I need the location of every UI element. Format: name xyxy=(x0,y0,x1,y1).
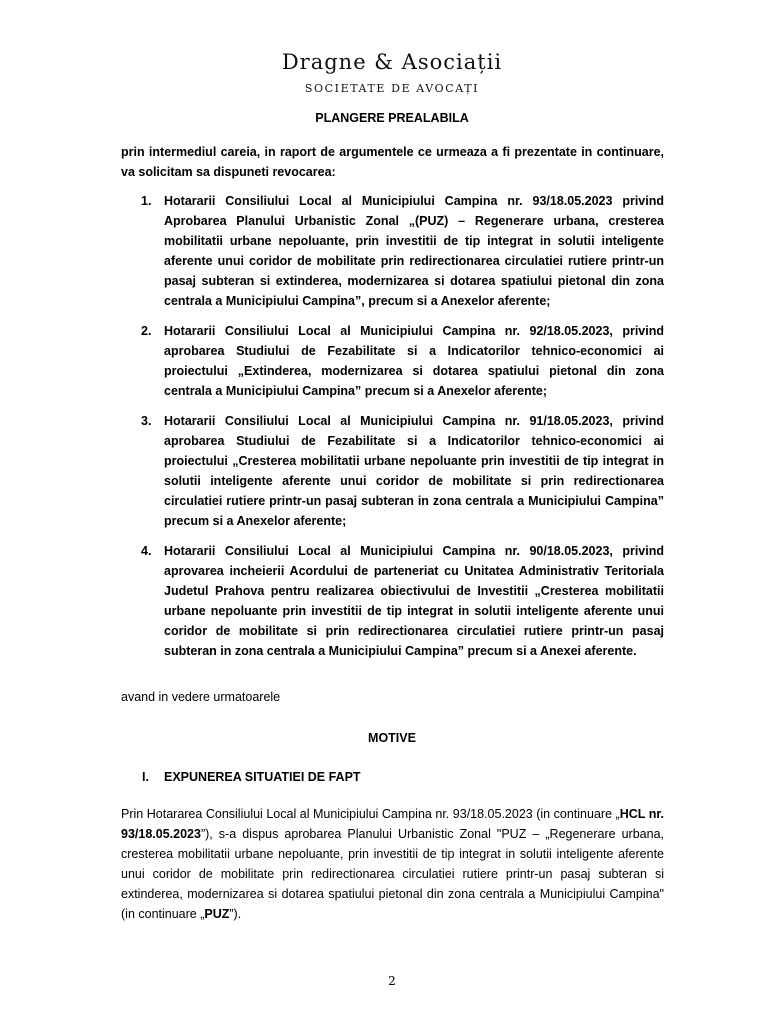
firm-subtitle: SOCIETATE DE AVOCAȚI xyxy=(304,82,480,95)
paragraph-ref-puz: PUZ xyxy=(204,907,230,921)
list-item xyxy=(121,321,664,401)
list-item-text: Hotararii Consiliului Local al Municipiului Campina nr. 93/18.05.2023 privind Aprobarea Planului Urbanistic Zonal „(PUZ) – Regenerare urbana, cresterea mobilitatii urbane nepoluante, prin investitii de tip integrat in solutii inteligente aferente unui coridor de mobilitate prin redirectionarea circulatiei rutiere printr-un pasaj subteran si extinderea, modernizarea si dotarea spatiului pietonal din zona centrala a Municipiului Campina”, precum si a Anexelor aferente; xyxy=(164,194,664,308)
list-item xyxy=(121,541,664,661)
list-item xyxy=(121,191,664,311)
list-item-text: Hotararii Consiliului Local al Municipiului Campina nr. 91/18.05.2023, privind aprobarea Studiului de Fezabilitate si a Indicatorilor tehnico-economici ai proiectului „Cresterea mobilitatii urbane nepoluante prin investitii de tip integrat in solutii inteligente aferente unui coridor de mobilitate si prin redirectionarea circulatiei rutiere printr-un pasaj subteran in zona centrala a Municipiului Campina” precum si a Anexelor aferente; xyxy=(164,414,664,528)
paragraph-ref-hcl: HCL nr. 93/18.05.2023 xyxy=(121,807,664,841)
list-item-number: 3. xyxy=(141,414,152,428)
list-item xyxy=(121,411,664,531)
intro-paragraph: prin intermediul careia, in raport de argumentele ce urmeaza a fi prezentate in continuare, va solicitam sa dispuneti revocarea: xyxy=(121,145,664,179)
list-item-number: 4. xyxy=(141,544,152,558)
list-item-number: 2. xyxy=(141,324,152,338)
document-title: PLANGERE PREALABILA xyxy=(315,111,469,125)
list-item-text: Hotararii Consiliului Local al Municipiului Campina nr. 92/18.05.2023, privind aprobarea Studiului de Fezabilitate si a Indicatorilor tehnico-economici ai proiectului „Extinderea, modernizarea si dotarea spatiului pietonal din zona centrala a Municipiului Campina” precum si a Anexelor aferente; xyxy=(164,324,664,398)
list-item-number: 1. xyxy=(141,194,152,208)
section-number: I. xyxy=(142,770,149,784)
paragraph-text-3: ”). xyxy=(229,907,242,921)
revocation-list xyxy=(121,191,664,661)
avand-line: avand in vedere urmatoarele xyxy=(121,690,281,704)
section-title: EXPUNEREA SITUATIEI DE FAPT xyxy=(164,770,361,784)
page-number: 2 xyxy=(388,974,396,988)
paragraph-text-1: Prin Hotararea Consiliului Local al Municipiului Campina nr. 93/18.05.2023 (in continuare „ xyxy=(121,807,620,821)
list-item-text: Hotararii Consiliului Local al Municipiului Campina nr. 90/18.05.2023, privind aprovarea incheierii Acordului de parteneriat cu Unitatea Administrativ Teritoriala Judetul Prahova pentru realizarea obiectivului de Investitii „Cresterea mobilitatii urbane nepoluante prin investitii de tip integrat in solutii inteligente aferente unui coridor de mobilitate si prin redirectionarea circulatiei rutiere printr-un pasaj subteran in zona centrala a Municipiului Campina” precum si a Anexei aferente. xyxy=(164,544,664,658)
firm-name: Dragne & Asociații xyxy=(281,50,503,74)
section-heading xyxy=(142,770,664,784)
motive-heading: MOTIVE xyxy=(368,731,416,745)
facts-paragraph xyxy=(121,804,664,924)
paragraph-text-2: ”), s-a dispus aprobarea Planului Urbanistic Zonal "PUZ – „Regenerare urbana, cresterea mobilitatii urbane nepoluante, prin investitii de tip integrat in solutii inteligente aferente unui coridor de mobilitate prin redirectionarea circulatiei rutiere printr-un pasaj subteran si extinderea, modernizarea si dotarea spatiului pietonal din zona centrala a Municipiului Campina" (in continuare „ xyxy=(121,827,664,921)
